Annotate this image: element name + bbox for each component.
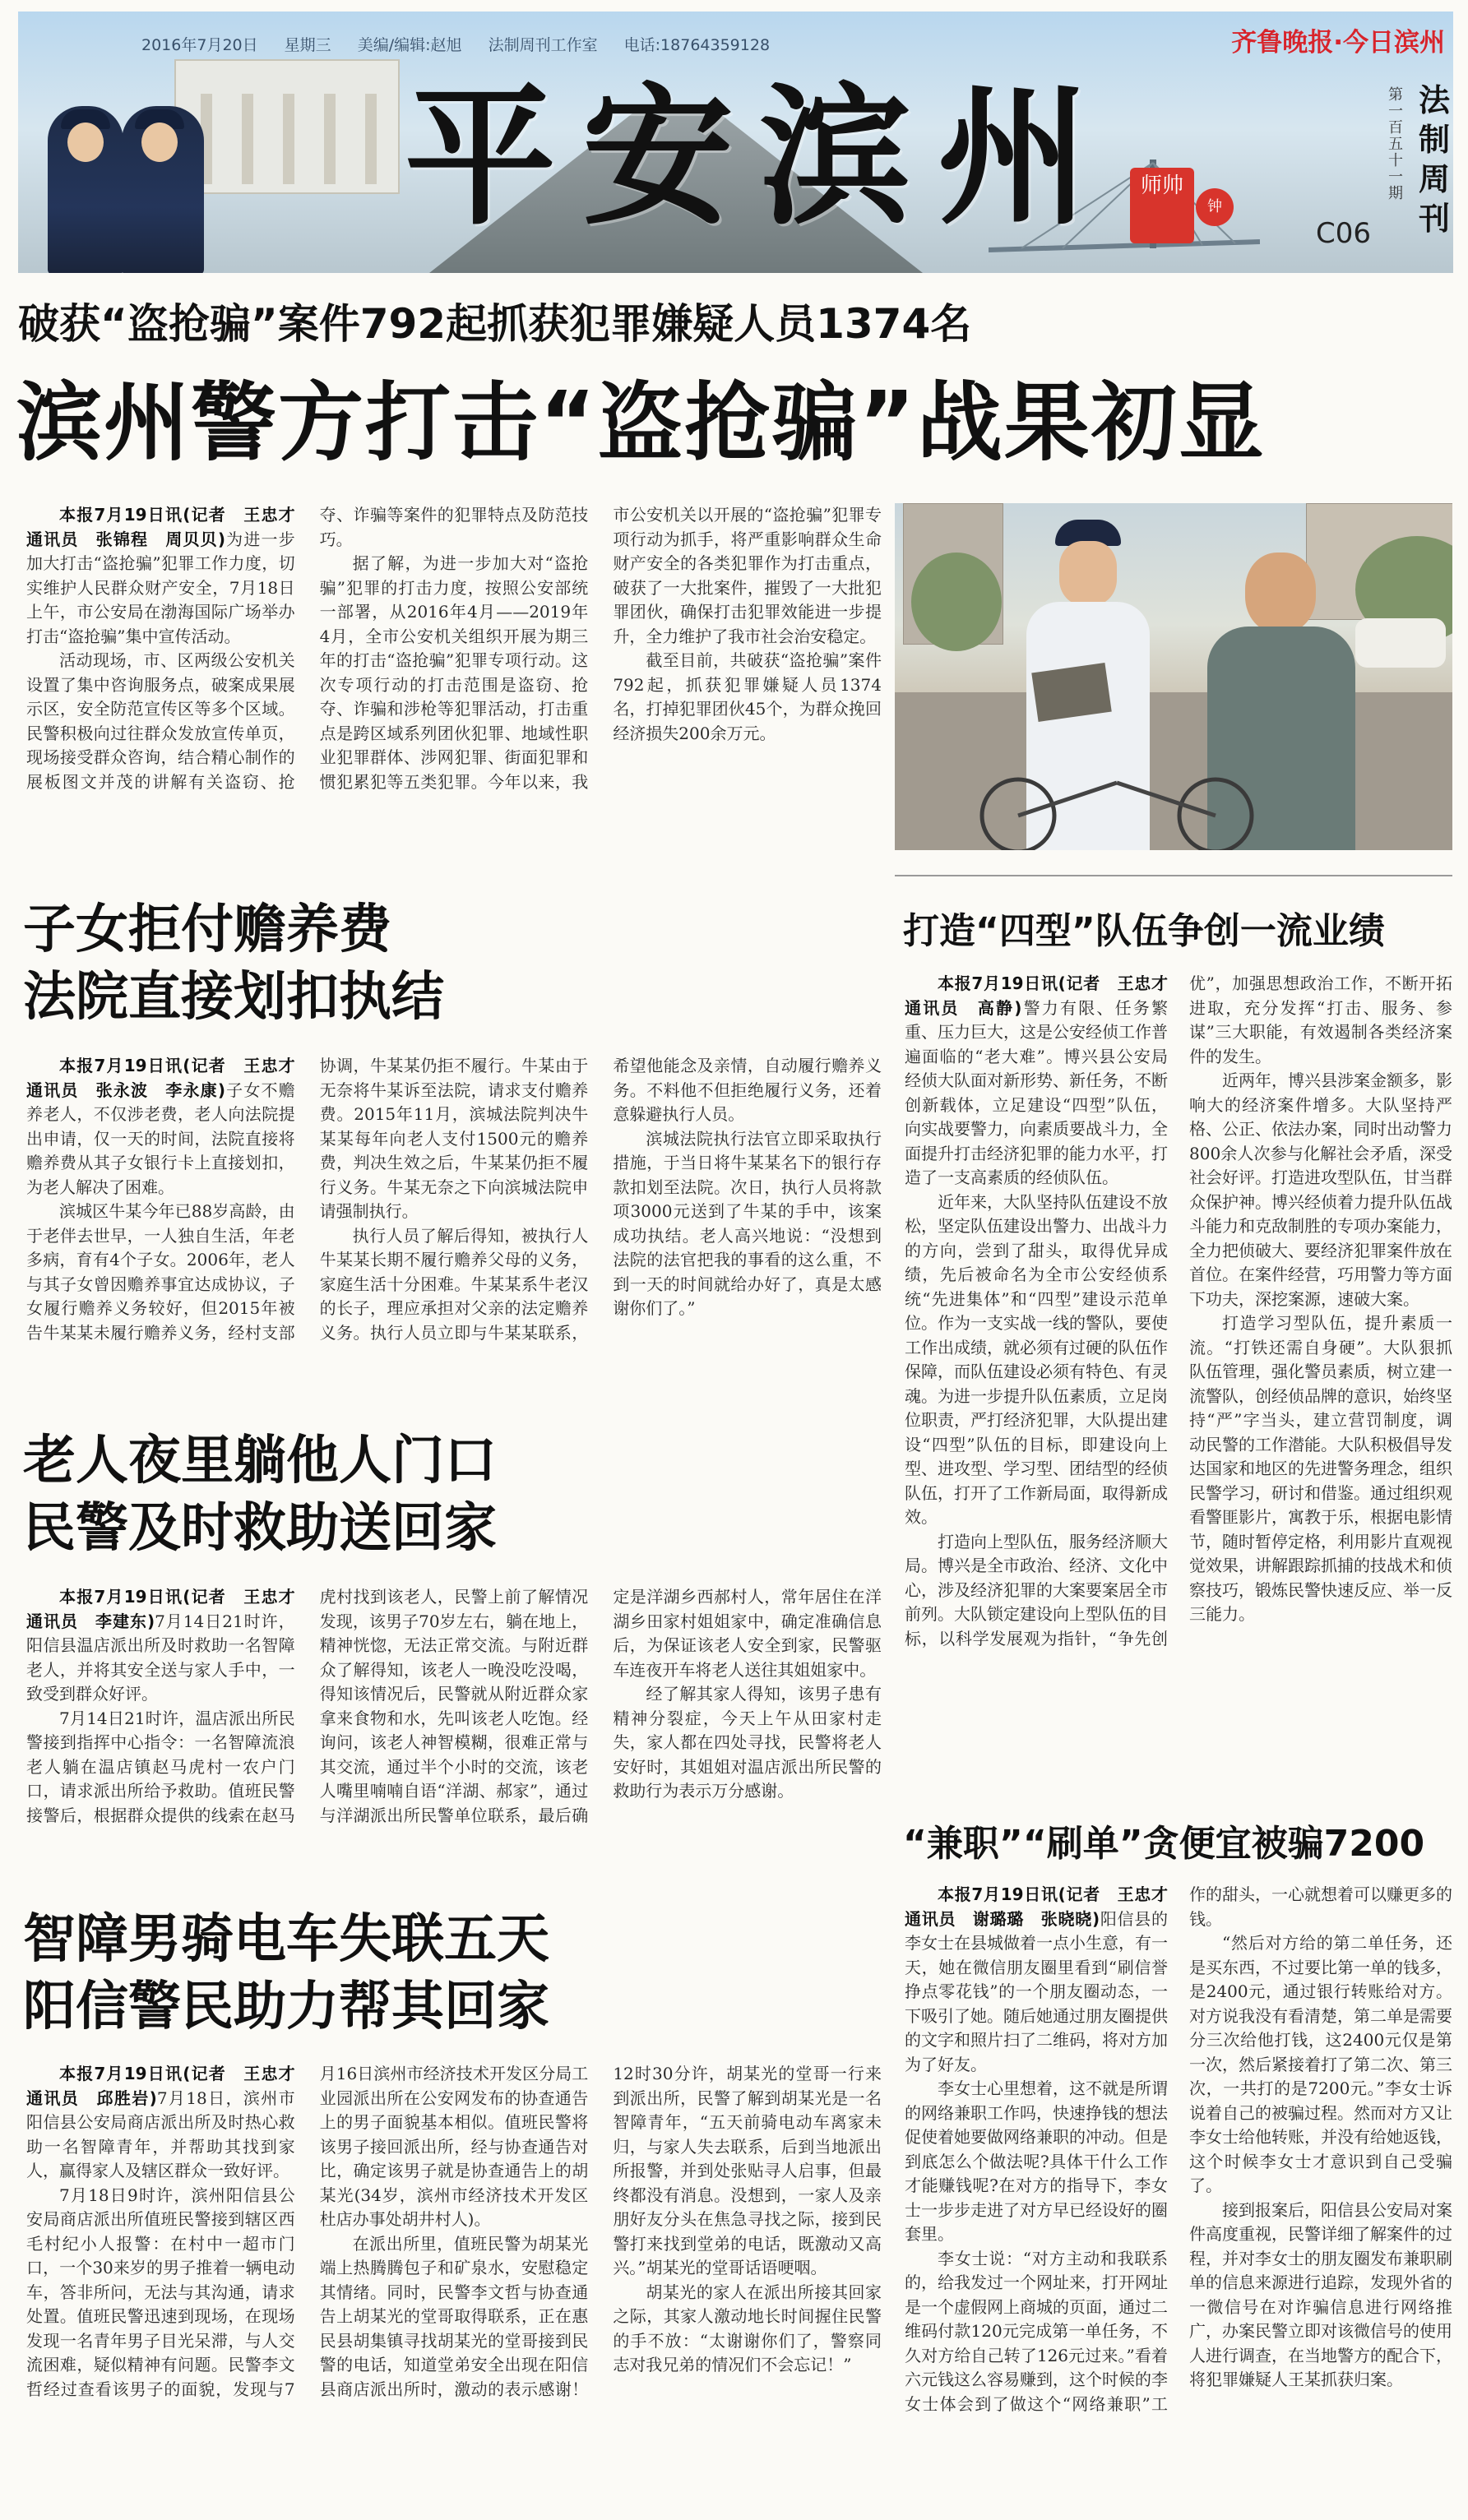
studio-name: 法制周刊工作室 [488,36,598,54]
scam-paragraph: 接到报案后，阳信县公安局对案件高度重视，民警详细了解案件的过程，并对李女士的朋友圈发布兼职刷单的信息来源进行追踪，发现外省的一微信号在对诈骗信息进行网络推广，办案民警立即对该微信号的使用人进行调查，在当地警方的配合下，将犯罪嫌疑人王某抓获归案。 [1189,2199,1452,2389]
child-support-paragraph: 滨城法院执行法官立即采取执行措施，于当日将牛某某名下的银行存款扣划至法院。次日，执行人员将款项3000元送到了牛某的手中，该案成功执结。老人高兴地说：“没想到法院的法官把我的事看的这么重，不到一天的时间就给办好了，真是太感谢你们了。” [613,1128,882,1318]
lead-paragraph: 活动现场，市、区两级公安机关设置了集中咨询服务点，破案成果展示区，安全防范宣传区等多个区域。民警积极向过往群众发放宣传单页，现场接受群众咨询，结合精心制作的展板图文并茂的讲解有关盗窃、抢夺、诈骗等案件的犯罪特点及防范技巧。 [26,505,589,792]
lead-paragraph: 据了解，为进一步加大对“盗抢骗”犯罪的打击力度，按照公安部统一部署，从2016年4月——2019年4月，全市公安机关组织开展为期三年的打击“盗抢骗”犯罪专项行动。这次专项行动的打击范围是盗窃、抢夺、诈骗和涉枪等犯罪活动，打击重点是跨区域系列团伙犯罪、地域性职业犯罪群体、涉网犯罪、街面犯罪和惯犯累犯等五类犯罪。今年以来，我市公安机关以开展的“盗抢骗”犯罪专项行动为抓手，将严重影响群众生命财产安全的各类犯罪作为打击重点，破获了一大批案件，摧毁了一大批犯罪团伙，确保打击犯罪效能进一步提升，全力维护了我市社会治安稳定。 [319,505,882,792]
issue-date: 2016年7月20日 [141,36,258,54]
elder-rescue-headline-2: 民警及时救助送回家 [23,1498,497,1559]
elder-rescue-paragraph: 7月14日21时许，阳信县温店派出所及时救助一名智障老人，并将其安全送与家人手中，一致受到群众好评。 [26,1611,295,1704]
missing-man-paragraph: 7月18日9时许，滨州阳信县公安局商店派出所值班民警接到辖区西毛村纪小人报警：在村中一超市门口，一个30来岁的男子推着一辆电动车，答非所问，无法与其沟通，请求处置。值班民警迅速到现场，在现场发现一名青年男子目光呆滞，与人交流困难，疑似精神有问题。民警李文哲经过查看该男子的面貌，发现与7月16日滨州市经济技术开发区分局工业园派出所在公安网发布的协查通告上的男子面貌基本相似。值班民警将该男子接回派出所，经与协查通告对比，确定该男子就是协查通告上的胡某光(34岁，滨州市经济技术开发区杜店办事处胡井村人)。 [26,2064,589,2399]
issue-weekday: 星期三 [284,36,331,54]
round-seal: 钟 [1196,188,1234,226]
issue-number: 第一百五十一期 [1388,86,1403,202]
missing-man-headline-1: 智障男骑电车失联五天 [23,1909,549,1970]
scam-byline: 本报7月19日讯(记者 王忠才 通讯员 谢璐璐 张晓晓) [905,1884,1184,1929]
scam-paragraph: 阳信县的李女士在县城做着一点小生意，有一天，她在微信朋友圈里看到“刷信誉挣点零花钱”的一个朋友圈动态，一下吸引了她。随后她通过朋友圈提供的文字和照片扫了二维码，将对方加为了好友。 [905,1908,1169,2074]
police-officer-photo [895,503,1452,850]
scam-headline: “兼职”“刷单”贪便宜被骗7200 [903,1823,1425,1865]
four-type-paragraph: 近两年，博兴县涉案金额多，影响大的经济案件增多。大队坚持严格、公正、依法办案，同时出动警力800余人次参与化解社会矛盾，深受社会好评。打造进攻型队伍，甘当群众保护神。博兴经侦着力提升队伍战斗能力和克敌制胜的专项办案能力，全力把侦破大、要经济犯罪案件放在首位。在案件经营，巧用警力等方面下功夫，深挖案源，速破大案。 [1189,1070,1452,1309]
lead-headline: 滨州警方打击“盗抢骗”战果初显 [16,372,1266,473]
newspaper-brand: 齐鲁晚报·今日滨州 [1231,28,1445,58]
masthead-info-line [141,33,791,55]
editor-credit: 美编/编辑:赵旭 [357,36,462,54]
page-title: 平安滨州 [405,68,1116,246]
missing-man-body [26,2062,882,2506]
calligraphy-seal: 师帅 [1130,168,1194,243]
lead-kicker: 破获“盗抢骗”案件792起抓获犯罪嫌疑人员1374名 [18,300,972,348]
policeman-image [122,106,204,273]
child-support-headline-2: 法院直接划扣执结 [23,967,444,1028]
four-type-paragraph: 打造学习型队伍，提升素质一流。“打铁还需自身硬”。大队狠抓队伍管理，强化警员素质，树立建一流警队，创经侦品牌的意识，始终坚持“严”字当头，建立营罚制度，调动民警的工作潜能。大队积极倡导发达国家和地区的先进警务理念，组织民警学习，研讨和借鉴。通过组织观看警匪影片，寓教于乐，根据电影情节，随时暂停定格，利用影片直观视觉效果，讲解跟踪抓捕的技战术和侦察技巧，锻炼民警快速反应、举一反三能力。 [1189,1313,1452,1624]
policewoman-image [48,106,123,273]
lead-paragraph: 截至目前，共破获“盗抢骗”案件792起，抓获犯罪嫌疑人员1374名，打掉犯罪团伙45个，为群众挽回经济损失200余万元。 [613,650,882,743]
photo-bicycle [969,750,1265,850]
elder-rescue-byline: 本报7月19日讯(记者 王忠才 通讯员 李建东) [26,1587,312,1631]
four-type-paragraph: 警力有限、任务繁重、压力巨大，这是公安经侦工作普遍面临的“老大难”。博兴县公安局经侦大队面对新形势、新任务，不断创新载体，立足建设“四型”队伍，向实战要警力，向素质要战斗力，全面提升打击经济犯罪的能力水平，打造了一支高素质的经侦队伍。 [905,997,1169,1187]
child-support-paragraph: 滨城区牛某今年已88岁高龄，由于老伴去世早，一人独自生活，年老多病，育有4个子女。2006年，老人与其子女曾因赡养事宜达成协议，子女履行赡养义务较好，但2015年被告牛某某未履行赡养义务，经村支部协调，牛某某仍拒不履行。牛某由于无奈将牛某诉至法院，请求支付赡养费。2015年11月，滨城法院判决牛某某每年向老人支付1500元的赡养费，判决生效之后，牛某某仍拒不履行义务。牛某无奈之下向滨城法院申请强制执行。 [26,1056,589,1343]
child-support-body [26,1054,882,1393]
missing-man-byline: 本报7月19日讯(记者 王忠才 通讯员 邱胜岩) [26,2064,312,2108]
photo-car [1355,618,1446,668]
lead-byline: 本报7月19日讯(记者 王忠才 通讯员 张锦程 周贝贝) [26,505,312,549]
scam-body [905,1883,1452,2506]
four-type-headline: 打造“四型”队伍争创一流业绩 [903,910,1385,952]
four-type-body [905,972,1452,1786]
government-building-image [174,59,400,194]
section-divider [895,875,1452,876]
four-type-paragraph: 打造向上型队伍，服务经济顺大局。博兴是全市政治、经济、文化中心，涉及经济犯罪的大案要案居全市前列。大队锁定建设向上型队伍的目标，以科学发展观为指针，“争先创优”，加强思想政治工作，不断开拓进取，充分发挥“打击、服务、参谋”三大职能，有效遏制各类经济案件的发生。 [905,973,1452,1648]
photo-tree [911,553,1002,651]
four-type-paragraph: 近年来，大队坚持队伍建设不放松，坚定队伍建设出警力、出战斗力的方向，尝到了甜头，取得优异成绩，先后被命名为全市公安经侦系统“先进集体”和“四型”建设示范单位。作为一支实战一线的警队，要使工作出成绩，就必须有过硬的队伍作保障，而队伍建设必须有特色、有灵魂。为进一步提升队伍素质，立足岗位职责，严打经济犯罪，大队提出建设“四型”队伍的目标，即建设向上型、进攻型、学习型、团结型的经侦队伍，打开了工作新局面，取得新成效。 [905,1191,1168,1527]
page-number: C06 [1316,217,1372,250]
elder-rescue-paragraph: 7月14日21时许，温店派出所民警接到指挥中心指令：一名智障流浪老人躺在温店镇赵马虎村一农户门口，请求派出所给予救助。值班民警接警后，根据群众提供的线索在赵马虎村找到该老人，民警上前了解情况发现，该男子70岁左右，躺在地上，精神恍惚，无法正常交流。与附近群众了解得知，该老人一晚没吃没喝，得知该情况后，民警就从附近群众家拿来食物和水，先叫该老人吃饱。经询问，该老人神智模糊，很难正常与其交流，通过半个小时的交流，该老人嘴里喃喃自语“洋湖、郝家”，通过与洋湖派出所民警单位联系，最后确定是洋湖乡西郝村人，常年居住在洋湖乡田家村姐姐家中，确定准确信息后，为保证该老人安全到家，民警驱车连夜开车将老人送往其姐姐家中。 [26,1587,882,1825]
scam-paragraph: 李女士说：“对方主动和我联系的，给我发过一个网址来，打开网址是一个虚假网上商城的页面，通过二维码付款120元完成第一单任务，不久对方给自己转了126元过来。”看着六元钱这么容易赚到，这个时候的李女士体会到了做这个“网络兼职”工作的甜头，一心就想着可以赚更多的钱。 [905,1884,1452,2414]
child-support-byline: 本报7月19日讯(记者 王忠才 通讯员 张永波 李永康) [26,1056,312,1100]
scam-paragraph: “然后对方给的第二单任务，还是买东西，不过要比第一单的钱多，是2400元，通过银行转账给对方。对方说我没有看清楚，第二单是需要分三次给他打钱，这2400元仅是第一次，然后紧接着打了第二次、第三次，一共打的是7200元。”李女士诉说着自己的被骗过程。然而对方又让李女士给他转账，并没有给她返钱，这个时候李女士才意识到自己受骗了。 [1189,1933,1452,2195]
child-support-paragraph: 执行人员了解后得知，被执行人牛某某长期不履行赡养父母的义务，家庭生活十分困难。牛某某系牛老汉的长子，理应承担对父亲的法定赡养义务。执行人员立即与牛某某联系，希望他能念及亲情，自动履行赡养义务。不料他不但拒绝履行义务，还着意躲避执行人员。 [319,1056,882,1343]
masthead-banner [18,12,1453,273]
four-type-byline: 本报7月19日讯(记者 王忠才 通讯员 高静) [905,973,1184,1018]
child-support-paragraph: 子女不赡养老人，不仅涉老费，老人向法院提出申请，仅一天的时间，法院直接将赡养费从其子女银行卡上直接划扣，为老人解决了困难。 [26,1080,295,1197]
studio-phone: 电话:18764359128 [623,36,771,54]
scam-paragraph: 李女士心里想着，这不就是所谓的网络兼职工作吗，快速挣钱的想法促使着她要做网络兼职的冲动。但是到底怎么个做法呢?具体干什么工作才能赚钱呢?在对方的指导下，李女士一步步走进了对方早已经设好的圈套里。 [905,2078,1168,2244]
elder-rescue-paragraph: 经了解其家人得知，该男子患有精神分裂症，今天上午从田家村走失，家人都在四处寻找，民警将老人安好时，其姐姐对温店派出所民警的救助行为表示万分感谢。 [613,1684,882,1801]
section-name: 法制周刊 [1418,81,1450,237]
child-support-headline-1: 子女拒付赡养费 [23,899,391,960]
missing-man-headline-2: 阳信警民助力帮其回家 [23,1977,549,2037]
missing-man-paragraph: 7月18日，滨州市阳信县公安局商店派出所及时热心救助一名智障青年，并帮助其找到家人，赢得家人及辖区群众一致好评。 [26,2088,295,2180]
missing-man-paragraph: 胡某光的家人在派出所接其回家之际，其家人激动地长时间握住民警的手不放：“太谢谢你们了，警察同志对我兄弟的情况们不会忘记！” [613,2282,882,2374]
elder-rescue-headline-1: 老人夜里躺他人门口 [23,1431,497,1491]
lead-paragraph: 为进一步加大打击“盗抢骗”犯罪工作力度，切实维护人民群众财产安全，7月18日上午，市公安局在渤海国际广场举办打击“盗抢骗”集中宣传活动。 [26,529,295,646]
missing-man-paragraph: 在派出所里，值班民警为胡某光端上热腾腾包子和矿泉水，安慰稳定其情绪。同时，民警李文哲与协查通告上胡某光的堂哥取得联系，正在惠民县胡集镇寻找胡某光的堂哥接到民警的电话，知道堂弟安全出现在阳信县商店派出所时，激动的表示感谢！12时30分许，胡某光的堂哥一行来到派出所，民警了解到胡某光是一名智障青年，“五天前骑电动车离家未归，与家人失去联系，后到当地派出所报警，并到处张贴寻人启事，但最终都没有消息。没想到，一家人及亲朋好友分头在焦急寻找之际，接到民警打来找到堂弟的电话，既激动又高兴。”胡某光的堂哥话语哽咽。 [319,2064,882,2399]
elder-rescue-body [26,1585,882,1875]
lead-article-body [26,503,882,857]
